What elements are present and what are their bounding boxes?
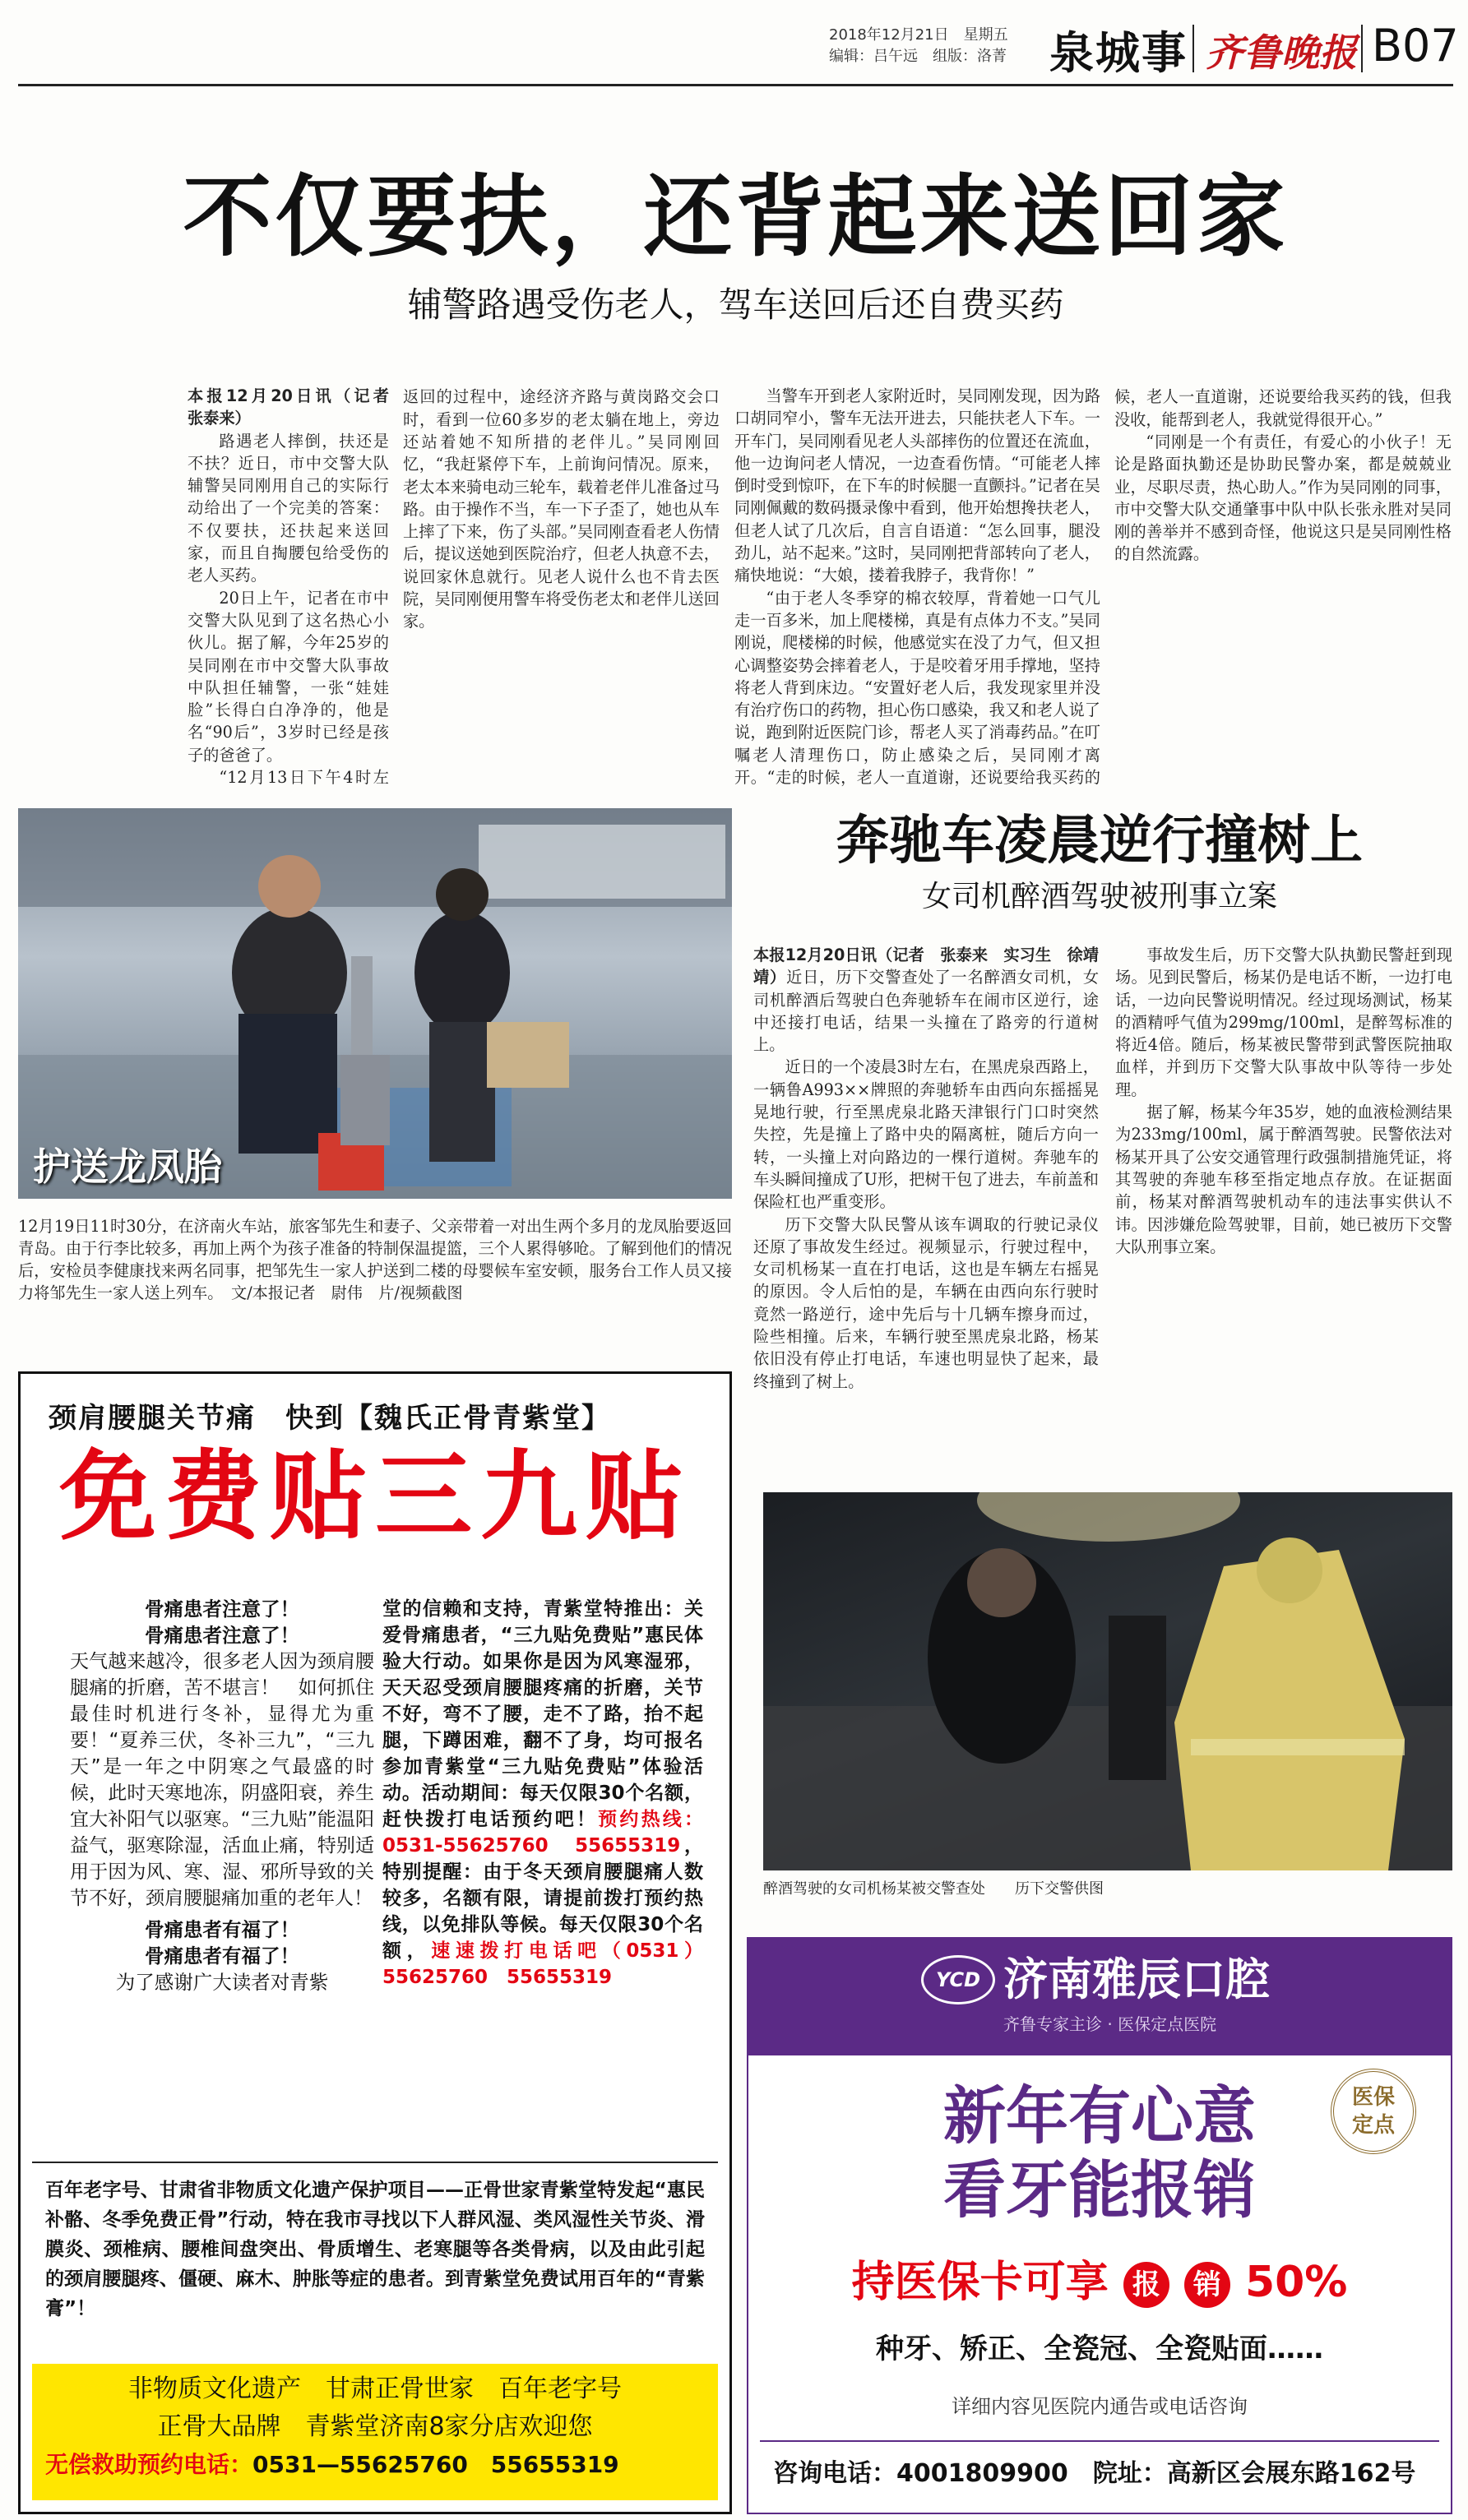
ad2-address-label: 院址： xyxy=(1092,2459,1167,2488)
story1-paragraph: 当警车开到老人家附近时，吴同刚发现，因为路口胡同窄小，警车无法开进去，只能扶老人下车。一开车门，吴同刚看见老人头部摔伤的位置还在流血，他一边询问老人情况，一边查看伤情。“可能老人摔倒时受到惊吓，在下车的时候腿一直颤抖。”记者在吴同刚佩戴的数码摄录像中看到，他开始想搀扶老人，但老人试了几次后，自言自语道：“怎么回事，腿没劲儿，站不起来。”这时，吴同刚把背部转向了老人，痛快地说：“大娘，搂着我脖子，我背你！” xyxy=(734,386,1100,585)
ad1-call-number: （0531）55625760 55655319 xyxy=(382,1940,704,1988)
ad1-notice: 骨痛患者注意了！ xyxy=(145,1624,299,1647)
ad1-notice: 骨痛患者注意了！ xyxy=(145,1598,299,1621)
ad2-divider xyxy=(760,2440,1439,2442)
traffic-police-scene-illustration xyxy=(763,1492,1452,1870)
story2-column-1 xyxy=(753,944,1099,1437)
ad1-hotline-label: 预约热线： xyxy=(598,1809,704,1830)
ad2-phone-label: 咨询电话： xyxy=(773,2459,896,2488)
story2-paragraph: 近日，历下交警查处了一名醉酒女司机，女司机醉酒后驾驶白色奔驰轿车在闹市区逆行，途中还接打电话，结果一头撞在了路旁的行道树上。 xyxy=(753,968,1099,1055)
story1-paragraph: 路遇老人摔倒，扶还是不扶？近日，市中交警大队辅警吴同刚用自己的实际行动给出了一个完美的答案：不仅要扶，还扶起来送回家，而且自掏腰包给受伤的老人买药。 xyxy=(188,431,389,585)
ad1-banner-phone-number: 0531—55625760 55655319 xyxy=(252,2451,619,2478)
ad1-big-title: 免费贴三九贴 xyxy=(58,1440,691,1553)
issue-weekday: 星期五 xyxy=(963,26,1008,44)
ad2-header xyxy=(748,1939,1451,2055)
masthead-divider xyxy=(1192,25,1194,72)
ad2-detail: 详细内容见医院内通告或电话咨询 xyxy=(952,2395,1248,2418)
page-number: B07 xyxy=(1372,20,1459,72)
ad1-bottom-text: 百年老字号、甘肃省非物质文化遗产保护项目——正骨世家青紫堂特发起“惠民补骼、冬季免费正骨”行动，特在我市寻找以下人群风湿、类风湿性关节炎、滑膜炎、颈椎病、腰椎间盘突出、骨质增生、老寒腿等各类骨病，以及由此引起的颈肩腰腿疼、僵硬、麻木、肿胀等症的患者。到青紫堂免费试用百年的“青紫膏”！ xyxy=(45,2180,705,2319)
story2-paragraph: 近日的一个凌晨3时左右，在黑虎泉西路上，一辆鲁A993××牌照的奔驰轿车由西向东摇摇晃晃地行驶，行至黑虎泉北路天津银行门口时突然失控，先是撞上了路中央的隔离桩，随后方向一转，一头撞上对向路边的一棵行道树。奔驰车的车头瞬间撞成了U形，把树干包了进去，车前盖和保险杠也严重变形。 xyxy=(753,1057,1099,1212)
ad2-brand: 济南雅辰口腔 xyxy=(1003,1954,1270,2005)
story2-paragraph: 事故发生后，历下交警大队执勤民警赶到现场。见到民警后，杨某仍是电话不断，一边打电话，一边向民警说明情况。经过现场测试，杨某的酒精呼气值为299mg/100ml，是醉驾标准的将近4倍。随后，杨某被民警带到武警医院抽取血样，并到历下交警大队事故中队等待一步处理。 xyxy=(1115,946,1452,1099)
ad1-reminder-text: ，特别提醒：由于冬天颈肩腰腿痛人数较多，名额有限，请提前拨打预约热线，以免排队等候。每天仅限30个名额， xyxy=(382,1835,703,1962)
story1-headline: 不仅要扶，还背起来送回家 xyxy=(183,166,1289,269)
story2-paragraph: 据了解，杨某今年35岁，她的血液检测结果为233mg/100ml，属于醉酒驾驶。民警依法对杨某开具了公安交通管理行政强制措施凭证，将其驾驶的奔驰车移至指定地点存放。在证据面前，杨某对醉酒驾驶机动车的违法事实供认不讳。因涉嫌危险驾驶罪，目前，她已被历下交警大队刑事立案。 xyxy=(1115,1103,1452,1256)
drunk-driver-photo xyxy=(763,1492,1452,1870)
story1-paragraph: “由于老人冬季穿的棉衣较厚，背着她一口气儿走一百多米，加上爬楼梯，真是有点体力不支。”吴同刚说，爬楼梯的时候，他感觉实在没了力气，但又担心调整姿势会摔着老人，于是咬着牙用手撑地，坚持将老人背到床边。“安置好老人后，我发现家里并没有治疗伤口的药物，担心伤口感染，我又和老人说了说，跑到附近医院门诊，帮老人买了消毒药品。”在叮嘱老人清理伤口，防止感染之后，吴同刚才离开。“走的时候，老人一直道谢，还说要给我买药的 xyxy=(734,588,1100,788)
ad1-intro: 天气越来越冷，很多老人因为颈肩腰腿痛的折磨，苦不堪言！ 如何抓住最佳时机进行冬补，显得尤为重要！“夏养三伏，冬补三九”，“三九天”是一年之中阴寒之气最盛的时候，此时天寒地冻，阴盛阳衰，养生宜大补阳气以驱寒。“三九贴”能温阳益气，驱寒除湿，活血止痛，特别适用于因为风、寒、湿、邪所导致的关节不好，颈肩腰腿痛加重的老年人！ xyxy=(70,1651,374,1909)
photo2-caption-text: 醉酒驾驶的女司机杨某被交警查处 xyxy=(763,1880,985,1898)
ad2-tagline: 齐鲁专家主诊 · 医保定点医院 xyxy=(1003,2014,1217,2034)
story2-headline: 奔驰车凌晨逆行撞树上 xyxy=(836,811,1363,872)
ad2-services: 种牙、矫正、全瓷冠、全瓷贴面…… xyxy=(876,2333,1323,2365)
ad1-banner-phone-label: 无偿救助预约电话： xyxy=(45,2451,253,2478)
editor-credit: 编辑：吕午远 xyxy=(829,48,918,65)
masthead-divider xyxy=(1361,25,1363,72)
masthead-meta xyxy=(829,25,1043,67)
story2-subtitle: 女司机醉酒驾驶被刑事立案 xyxy=(921,880,1277,913)
ad1-right-text xyxy=(382,1596,703,1991)
ad2-phone: 4001809900 xyxy=(896,2459,1068,2488)
ad1-divider xyxy=(32,2162,718,2163)
train-station-photo xyxy=(18,808,732,1199)
ad1-yellow-banner xyxy=(32,2364,718,2500)
story1-column-2 xyxy=(403,385,720,788)
ad1-hotline-number: 0531-55625760 55655319 xyxy=(382,1835,681,1856)
story1-byline: 本报12月20日讯（记者 张泰来） xyxy=(188,386,389,428)
story1-paragraph: 20日上午，记者在市中交警大队见到了这名热心小伙儿。据了解，今年25岁的吴同刚在市中交警大队事故中队担任辅警，一张“娃娃脸”长得白白净净的，他是名“90后”，3岁时已经是孩子的爸爸了。 xyxy=(188,588,389,765)
story1-column-4 xyxy=(1114,385,1452,788)
story2-column-2 xyxy=(1115,944,1452,1437)
story1-paragraph: 返回的过程中，途经济齐路与黄岗路交会口时，看到一位60多岁的老太躺在地上，旁边还站着她不知所措的老伴儿。”吴同刚回忆，“我赶紧停下车，上前询问情况。原来，老太本来骑电动三轮车，载着老伴儿准备过马路。由于操作不当，车一下子歪了，她也从车上摔了下来，伤了头部。”吴同刚查看老人伤情后，提议送她到医院治疗，但老人执意不去，说回家休息就行。见老人说什么也不肯去医院，吴同刚便用警车将受伤老太和老伴儿送回家。 xyxy=(403,387,720,631)
layout-credit: 组版：洛菁 xyxy=(933,48,1007,65)
ad1-banner-line2: 正骨大品牌 青紫堂济南8家分店欢迎您 xyxy=(157,2412,593,2441)
ad2-offer-percent: 50% xyxy=(1244,2258,1348,2307)
ad1-notice: 骨痛患者有福了！ xyxy=(145,1918,299,1941)
ad2-title-2: 看牙能报销 xyxy=(943,2153,1256,2226)
ad1-notice: 骨痛患者有福了！ xyxy=(145,1944,299,1967)
issue-date: 2018年12月21日 xyxy=(829,26,949,44)
ad1-thanks: 为了感谢广大读者对青紫 xyxy=(115,1971,329,1994)
story2-byline: 本报12月20日讯（记者 张泰来 实习生 徐靖靖） xyxy=(753,946,1099,987)
story2-paragraph: 历下交警大队民警从该车调取的行驶记录仪还原了事故发生经过。视频显示，行驶过程中，女司机杨某一直在打电话，这也是车辆左右摇晃的原因。令人后怕的是，车辆在由西向东行驶时竟然一路逆行，途中先后与十几辆车擦身而过，险些相撞。后来，车辆行驶至黑虎泉北路，杨某依旧没有停止打电话，车速也明显快了起来，最终撞到了树上。 xyxy=(753,1214,1099,1391)
ad2-address: 高新区会展东路162号 xyxy=(1166,2459,1416,2488)
ad1-banner-phone xyxy=(32,2446,718,2484)
ad1-left-text xyxy=(70,1596,374,1995)
bone-clinic-advertisement xyxy=(18,1371,732,2514)
ad2-title-1: 新年有心意 xyxy=(943,2079,1256,2152)
photo1-caption: 12月19日11时30分，在济南火车站，旅客邹先生和妻子、父亲带着一对出生两个多月的龙凤胎要返回青岛。由于行李比较多，再加上两个为孩子准备的特制保温提篮，三个人累得够呛。了解到他们的情况后，安检员李健康找来两名同事，把邹先生一家人护送到二楼的母婴候车室安顿，服务台工作人员又接力将邹先生一家人送上列车。 文/本报记者 尉伟 片/视频截图 xyxy=(18,1217,732,1302)
ad2-offer-text: 持医保卡可享 xyxy=(851,2258,1109,2307)
story1-paragraph: “12月13日下午4时左 xyxy=(219,768,389,788)
newspaper-logo: 齐鲁晚报 xyxy=(1206,30,1357,75)
badge-line2: 定点 xyxy=(1351,2113,1395,2138)
ad2-offer-badge: 报 xyxy=(1123,2262,1169,2308)
story1-column-1 xyxy=(188,385,389,788)
ad1-campaign-text: 堂的信赖和支持，青紫堂特推出：关爱骨痛患者，“三九贴免费贴”惠民体验大行动。如果你是因为风寒湿邪，天天忍受颈肩腰腿疼痛的折磨，关节不好，弯不了腰，走不了路，抬不起腿，下蹲困难，翻不了身，均可报名参加青紫堂“三九贴免费贴”体验活动。活动期间：每天仅限30个名额，赶快拨打电话预约吧！ xyxy=(382,1598,703,1830)
story1-column-3 xyxy=(734,385,1100,788)
ad1-top-line: 颈肩腰腿关节痛 快到【魏氏正骨青紫堂】 xyxy=(49,1402,611,1435)
ad1-call-label: 速速拨打电话吧 xyxy=(431,1940,602,1962)
story1-paragraph: 候，老人一直道谢，还说要给我买药的钱，但我没收，能帮到老人，我就觉得很开心。” xyxy=(1114,387,1452,429)
story1-subtitle: 辅警路遇受伤老人，驾车送回后还自费买药 xyxy=(407,284,1064,325)
dental-clinic-advertisement xyxy=(747,1937,1452,2514)
ad2-logo-mark: YCD xyxy=(921,1955,995,2004)
badge-line1: 医保 xyxy=(1351,2085,1395,2110)
ad2-contact xyxy=(773,2457,1415,2491)
story1-paragraph: “同刚是一个有责任，有爱心的小伙子！无论是路面执勤还是协助民警办案，都是兢兢业业，尽职尽责，热心助人。”作为吴同刚的同事，市中交警大队交通肇事中队中队长张永胜对吴同刚的善举并不感到奇怪，他说这只是吴同刚性格的自然流露。 xyxy=(1114,432,1452,564)
ad2-offer xyxy=(798,2251,1401,2314)
photo2-credit: 历下交警供图 xyxy=(1015,1880,1104,1898)
photo2-caption xyxy=(763,1878,1452,1900)
ad1-banner-line1: 非物质文化遗产 甘肃正骨世家 百年老字号 xyxy=(128,2374,622,2403)
section-name: 泉城事 xyxy=(1049,27,1188,79)
photo-overlay-label: 护送龙凤胎 xyxy=(33,1144,222,1189)
ad2-offer-badge: 销 xyxy=(1184,2262,1230,2308)
masthead-rule xyxy=(18,84,1453,86)
